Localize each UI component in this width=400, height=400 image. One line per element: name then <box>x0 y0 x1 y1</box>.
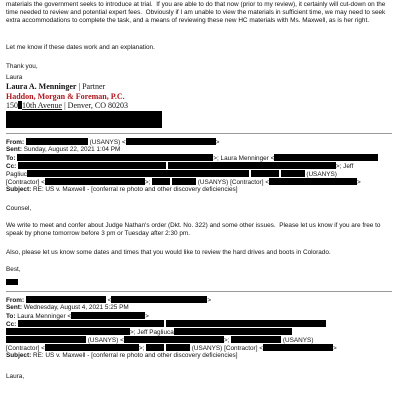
redaction <box>174 328 292 335</box>
redaction <box>27 170 249 177</box>
redaction <box>263 344 333 351</box>
sent-value: Sunday, August 22, 2021 1:04 PM <box>23 146 121 153</box>
subject-label: Subject: <box>6 352 32 359</box>
redaction <box>17 154 213 161</box>
from-label: From: <box>6 297 25 304</box>
thanks-line: Thank you, <box>6 63 38 70</box>
email1-subject-line <box>6 186 392 194</box>
divider <box>6 133 392 134</box>
subject-value: RE: US v. Maxwell - [conferral re photo and other discovery deficiencies] <box>33 186 238 193</box>
cc-value: >; Jeff <box>335 163 354 170</box>
email2-greeting: Laura, <box>6 373 25 380</box>
cc-value: (USANYS) < <box>87 337 124 344</box>
cc-label: Cc: <box>6 163 17 170</box>
redaction <box>6 111 162 128</box>
redaction <box>269 178 357 185</box>
firm-name: Haddon, Morgan & Foreman, P.C. <box>6 92 125 101</box>
redaction <box>152 178 170 185</box>
redaction <box>126 138 216 145</box>
sent-label: Sent: <box>6 146 22 153</box>
sent-label: Sent: <box>6 304 22 311</box>
body-paragraph: materials the government seeks to introduce at trial. If you are able to do that now (prior to my review), it certainly will cut-down on the time needed to review and potential expert fees. Obviously if I am unable to view the materials in sufficient time, we may need to seek extra accommodations to complete the task, and a means of reviewing these new HC materials with Ms. Maxwell, as is her right. <box>6 1 388 24</box>
signature-title: Partner <box>82 82 106 91</box>
from-value: (USANYS) < <box>89 139 126 146</box>
cc-value: (USANYS) [Contractor] < <box>197 179 269 186</box>
cc-value: (USANYS) <box>306 171 337 178</box>
sent-value: Wednesday, August 4, 2021 5:25 PM <box>23 304 129 311</box>
signature-name: Laura A. Menninger <box>6 82 77 91</box>
to-label: To: <box>6 155 16 162</box>
cc-value: [Contractor] < <box>6 345 45 352</box>
cc-label: Cc: <box>6 321 17 328</box>
email1-paragraph-2: Also, please let us know some dates and times that you would like to review the hard drives and boots in Colorado. <box>6 249 331 256</box>
divider <box>6 291 392 292</box>
to-label: To: <box>6 313 16 320</box>
signoff-name: Laura <box>6 74 23 81</box>
email1-closing: Best, <box>6 266 21 273</box>
to-value: Laura Menninger < <box>17 313 72 320</box>
address-city: | Denver, CO 80203 <box>62 101 129 110</box>
redaction <box>168 162 336 169</box>
redaction <box>6 279 18 285</box>
email2-sent-line <box>6 304 392 312</box>
cc-value: >; Jeff Pagliuca <box>130 329 174 336</box>
signature-name-line <box>6 82 392 92</box>
from-label: From: <box>6 139 25 146</box>
email2-subject-line <box>6 352 392 360</box>
subject-label: Subject: <box>6 186 32 193</box>
redaction <box>274 154 378 161</box>
email1-greeting: Counsel, <box>6 205 32 212</box>
redaction <box>172 178 196 185</box>
redaction <box>124 336 224 343</box>
to-value: >; Laura Menninger < <box>213 155 275 162</box>
redaction <box>231 336 281 343</box>
email1-sent-line <box>6 146 392 154</box>
cc-value: [Contractor] < <box>6 179 45 186</box>
redaction <box>251 170 279 177</box>
email1-paragraph-1: We write to meet and confer about Judge Nathan's order (Dkt. No. 322) and some other issues. Please let us know if you are free to speak by phone tomorrow before 3 pm or Tuesday after 2:30 pm. <box>6 222 383 237</box>
redaction <box>146 344 164 351</box>
redaction <box>166 344 190 351</box>
redaction <box>45 344 139 351</box>
redaction <box>18 320 164 327</box>
redaction <box>6 328 130 335</box>
cc-value: (USANYS) <box>282 337 314 344</box>
subject-value: RE: US v. Maxwell - [conferral re photo and other discovery deficiencies] <box>33 352 238 359</box>
address-street: 10th Avenue <box>22 101 63 110</box>
redaction <box>18 162 166 169</box>
redaction <box>6 336 86 343</box>
email1-cc-line-3: [Contractor] < >; (USANYS) [Contractor] < > <box>6 179 361 186</box>
redaction <box>26 296 106 303</box>
redaction <box>45 178 145 185</box>
email2-to-line: To: Laura Menninger < > <box>6 313 149 320</box>
from-value: < <box>107 297 112 304</box>
signature-separator: | <box>76 82 83 91</box>
redaction <box>71 312 145 319</box>
signature-address <box>6 101 392 111</box>
redaction <box>111 296 207 303</box>
dates-line: Let me know if these dates work and an explanation. <box>6 44 155 51</box>
redaction <box>26 138 88 145</box>
cc-value: Pagliuc <box>6 171 27 178</box>
email2-cc-line-3: (USANYS) < >; (USANYS) <box>6 336 392 345</box>
cc-value: (USANYS) [Contractor] < <box>191 345 263 352</box>
redaction <box>281 170 305 177</box>
address-number: 150 <box>6 101 18 110</box>
email1-from-line: From: (USANYS) < > <box>6 139 220 146</box>
email2-from-line: From: < > <box>6 297 212 304</box>
redaction <box>166 320 326 327</box>
email2-cc-line-4: [Contractor] < >; (USANYS) [Contractor] < > <box>6 345 337 352</box>
